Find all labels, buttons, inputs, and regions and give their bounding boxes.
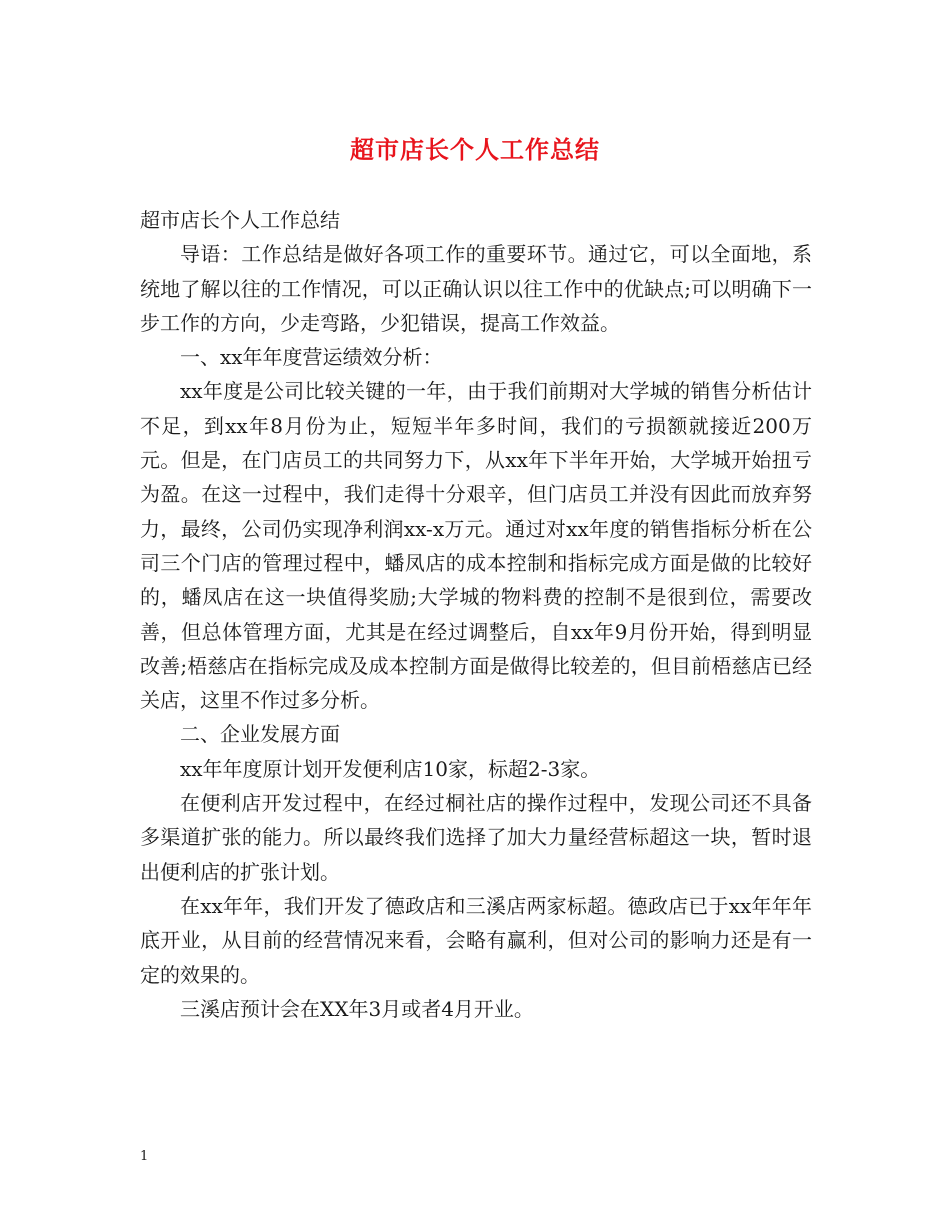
section-heading: 二、企业发展方面 <box>180 722 340 747</box>
document-title: 超市店长个人工作总结 <box>350 135 600 164</box>
paragraph: 在xx年年，我们开发了德政店和三溪店两家标超。德政店已于xx年年年底开业，从目前的经营情况来看，会略有赢利，但对公司的影响力还是有一定的效果的。 <box>140 893 812 987</box>
paragraph: 三溪店预计会在XX年3月或者4月开业。 <box>180 996 534 1021</box>
paragraph: 在便利店开发过程中，在经过桐社店的操作过程中，发现公司还不具备多渠道扩张的能力。所以最终我们选择了加大力量经营标超这一块，暂时退出便利店的扩张计划。 <box>140 791 812 884</box>
paragraph: xx年度是公司比较关键的一年，由于我们前期对大学城的销售分析估计不足，到xx年8月份为止，短短半年多时间，我们的亏损额就接近200万元。但是，在门店员工的共同努力下，从xx年下半年开始，大学城开始扭亏为盈。在这一过程中，我们走得十分艰辛，但门店员工并没有因此而放弃努力，最终，公司仍实现净利润xx-x万元。通过对xx年度的销售指标分析在公司三个门店的管理过程中，蟠凤店的成本控制和指标完成方面是做的比较好的，蟠凤店在这一块值得奖励;大学城的物料费的控制不是很到位，需要改善，但总体管理方面，尤其是在经过调整后，自xx年9月份开始，得到明显改善;梧慈店在指标完成及成本控制方面是做得比较差的，但目前梧慈店已经关店，这里不作过多分析。 <box>140 379 812 713</box>
paragraph: 导语：工作总结是做好各项工作的重要环节。通过它，可以全面地，系统地了解以往的工作情况，可以正确认识以往工作中的优缺点;可以明确下一步工作的方向，少走弯路，少犯错误，提高工作效益。 <box>140 242 812 335</box>
section-heading: 一、xx年年度营运绩效分析： <box>180 345 443 370</box>
paragraph: 超市店长个人工作总结 <box>140 208 340 232</box>
document-body <box>140 203 812 1026</box>
page-number: 1 <box>140 1149 149 1164</box>
paragraph: xx年年度原计划开发便利店10家，标超2-3家。 <box>180 756 601 781</box>
